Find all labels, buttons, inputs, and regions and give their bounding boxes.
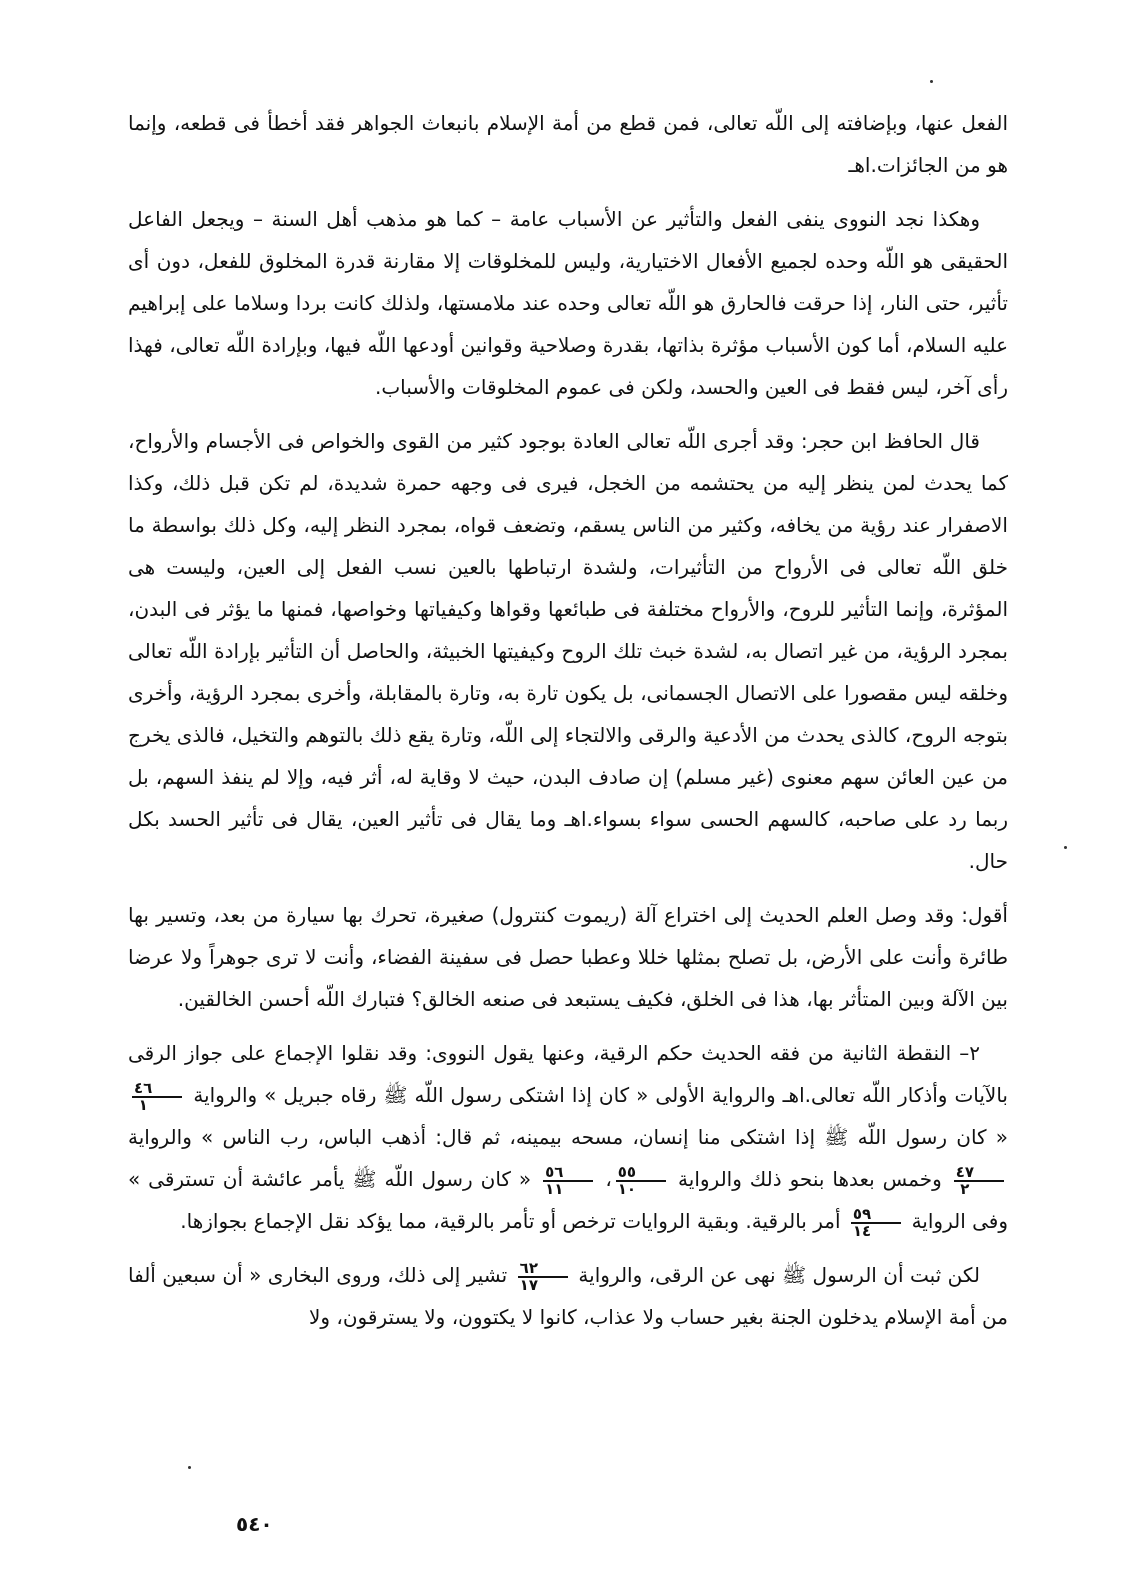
p6-text-1: لكن ثبت أن الرسول ﷺ نهى عن الرقى، والرواية <box>578 1263 981 1287</box>
p5-text-6: أمر بالرقية. وبقية الروايات ترخص أو تأمر بالرقية، مما يؤكد نقل الإجماع بجوازها. <box>180 1209 841 1233</box>
text-body <box>128 102 1008 1350</box>
p5-text-2: « كان رسول اللّه ﷺ إذا اشتكى منا إنسان، مسحه بيمينه، ثم قال: أذهب الباس، رب الناس » والرواية <box>128 1125 1008 1149</box>
paragraph-4: أقول: وقد وصل العلم الحديث إلى اختراع آلة (ريموت كنترول) صغيرة، تحرك بها سيارة من بعد، وتسير بها طائرة وأنت على الأرض، بل تصلح بمثلها خللا وعطبا حصل فى سفينة الفضاء، وأنت لا ترى جوهراً ولا عرضا بين الآلة وبين المتأثر بها، هذا فى الخلق، فكيف يستبعد فى صنعه الخالق؟ فتبارك اللّه أحسن الخالقين. <box>128 903 1008 1011</box>
paragraph-2: وهكذا نجد النووى ينفى الفعل والتأثير عن الأسباب عامة – كما هو مذهب أهل السنة – ويجعل الفاعل الحقيقى هو اللّه وحده لجميع الأفعال الاختيارية، وليس للمخلوقات إلا مقارنة قدرة المخلوق للفعل، دون أى تأثير، حتى النار، إذا حرقت فالحارق هو اللّه تعالى وحده عند ملامستها، ولذلك كانت بردا وسلاما على إبراهيم عليه السلام، أما كون الأسباب مؤثرة بذاتها، بقدرة وصلاحية وقوانين أودعها اللّه فيها، وبإرادة اللّه تعالى، فهذا رأى آخر، ليس فقط فى العين والحسد، ولكن فى عموم المخلوقات والأسباب. <box>128 207 1008 399</box>
paragraph-6 <box>128 1254 1008 1338</box>
p5-text-4: ، <box>605 1167 612 1191</box>
reference-fraction: $\frac{٤٦}{١}$ <box>132 1081 182 1113</box>
reference-fraction: $\frac{٤٧}{٢}$ <box>954 1165 1004 1197</box>
page-number: ٥٤٠ <box>236 1512 273 1536</box>
scan-speck <box>930 80 933 83</box>
reference-fraction: $\frac{٦٢}{١٧}$ <box>518 1261 568 1293</box>
reference-fraction: $\frac{٥٥}{١٠}$ <box>616 1165 666 1197</box>
p6-text-2: تشير إلى ذلك، وروى البخارى « أن سبعين ألفا من أمة الإسلام يدخلون الجنة بغير حساب ولا عذاب، كانوا لا يكتوون، ولا يسترقون، ولا <box>128 1263 1008 1329</box>
p5-text-5: « كان رسول اللّه ﷺ يأمر عائشة أن تسترقى » وفى الرواية <box>128 1167 1008 1233</box>
scan-speck <box>1064 846 1067 849</box>
scan-speck <box>188 1466 191 1469</box>
p5-text-1: ٢– النقطة الثانية من فقه الحديث حكم الرقية، وعنها يقول النووى: وقد نقلوا الإجماع على جواز الرقى بالآيات وأذكار اللّه تعالى.اهـ والرواية الأولى « كان إذا اشتكى رسول اللّه ﷺ رقاه جبريل » والرواية <box>128 1041 1009 1107</box>
paragraph-5 <box>128 1032 1008 1242</box>
reference-fraction: $\frac{٥٩}{١٤}$ <box>851 1207 901 1239</box>
paragraph-3: قال الحافظ ابن حجر: وقد أجرى اللّه تعالى العادة بوجود كثير من القوى والخواص فى الأجسام والأرواح، كما يحدث لمن ينظر إليه من يحتشمه من الخجل، فيرى فى وجهه حمرة شديدة، لم تكن قبل ذلك، وكذا الاصفرار عند رؤية من يخافه، وكثير من الناس يسقم، وتضعف قواه، بمجرد النظر إليه، وكل ذلك بواسطة ما خلق اللّه تعالى فى الأرواح من التأثيرات، ولشدة ارتباطها بالعين نسب الفعل إلى العين، وليست هى المؤثرة، وإنما التأثير للروح، والأرواح مختلفة فى طبائعها وقواها وكيفياتها وخواصها، فمنها ما يؤثر فى البدن، بمجرد الرؤية، من غير اتصال به، لشدة خبث تلك الروح وكيفيتها الخبيثة، والحاصل أن التأثير بإرادة اللّه تعالى وخلقه ليس مقصورا على الاتصال الجسمانى، بل يكون تارة به، وتارة بالمقابلة، وأخرى بمجرد الرؤية، وأخرى بتوجه الروح، كالذى يحدث من الأدعية والرقى والالتجاء إلى اللّه، وتارة يقع ذلك بالتوهم والتخيل، فالذى يخرج من عين العائن سهم معنوى (غير مسلم) إن صادف البدن، حيث لا وقاية له، أثر فيه، وإلا لم ينفذ السهم، بل ربما رد على صاحبه، كالسهم الحسى سواء بسواء.اهـ وما يقال فى تأثير العين، يقال فى تأثير الحسد بكل حال. <box>128 429 1008 873</box>
p5-text-3: وخمس بعدها بنحو ذلك والرواية <box>678 1167 942 1191</box>
reference-fraction: $\frac{٥٦}{١١}$ <box>543 1165 593 1197</box>
paragraph-1: الفعل عنها، وبإضافته إلى اللّه تعالى، فمن قطع من أمة الإسلام بانبعاث الجواهر فقد أخطأ فى قطعه، وإنما هو من الجائزات.اهـ <box>128 111 1008 177</box>
